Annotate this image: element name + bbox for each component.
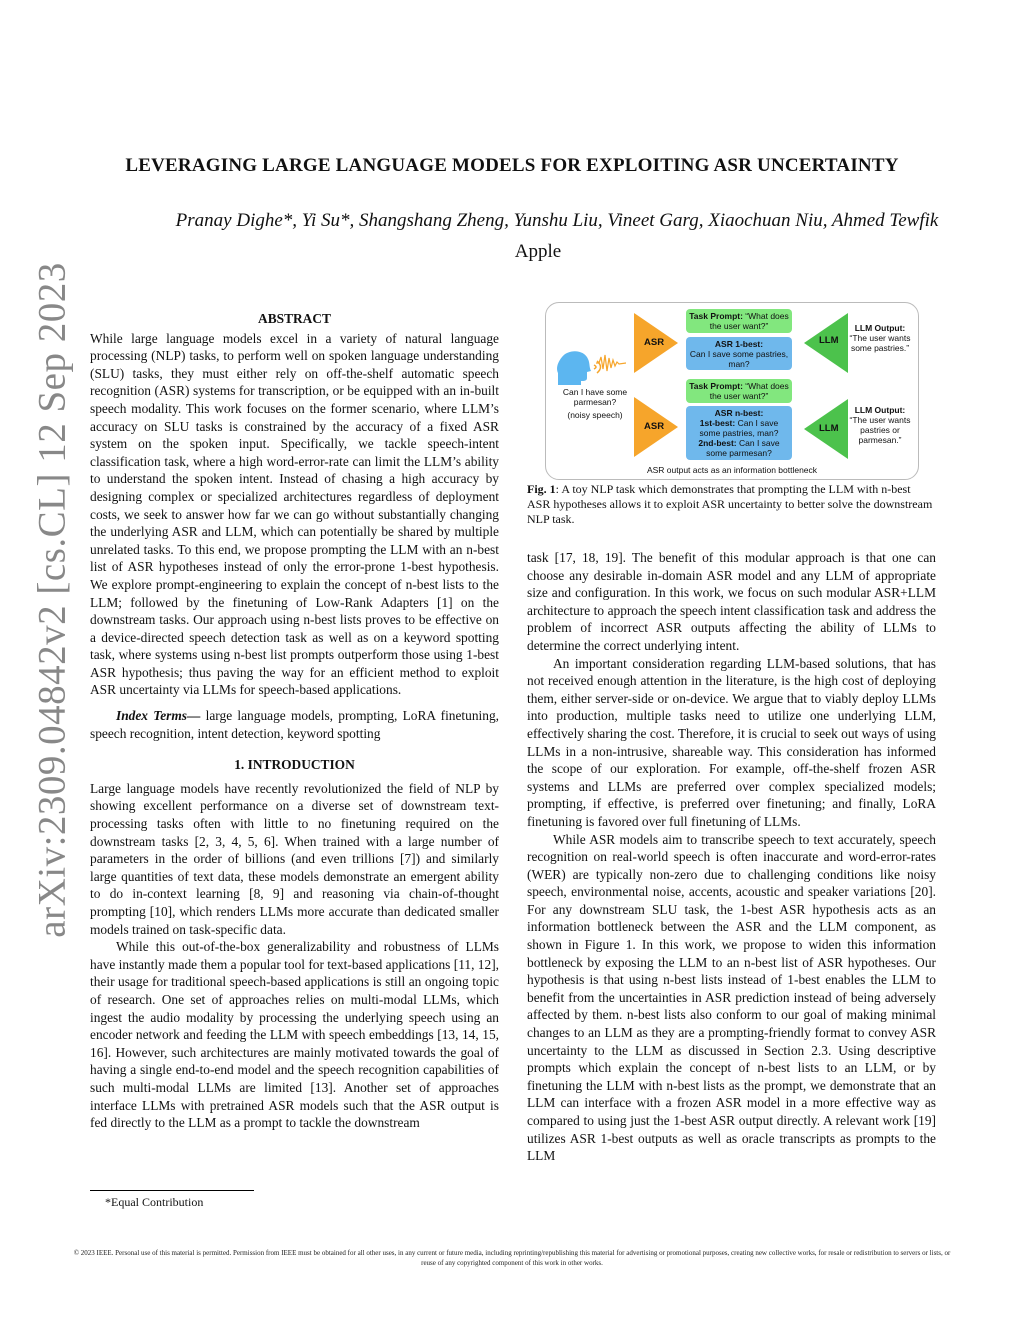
affiliation: Apple: [514, 241, 562, 262]
index-terms-text: large language models, prompting, LoRA finetuning, speech recognition, intent detection, keyword spotting: [90, 708, 500, 741]
llm-output-top: [848, 323, 912, 353]
asr-nbest-title: ASR n-best:: [714, 408, 764, 418]
author-list: Pranay Dighe*, Yi Su*, Shangshang Zheng, Yunshu Liu, Vineet Garg, Xiaochuan Niu, Ahmed Tewfik: [175, 210, 939, 231]
llm-label-bottom: LLM: [819, 423, 839, 434]
noisy-speech-label: (noisy speech): [567, 410, 623, 420]
llm-output-nbest: “The user wants pastries or parmesan.”: [849, 415, 911, 445]
paper-title: LEVERAGING LARGE LANGUAGE MODELS FOR EXPLOITING ASR UNCERTAINTY: [125, 155, 899, 176]
right-column: [527, 549, 936, 1165]
index-terms-label: Index Terms—: [116, 708, 201, 724]
intro-heading: 1. INTRODUCTION: [234, 757, 355, 773]
task-prompt-box-bottom: [686, 379, 792, 403]
task-prompt-text: “What does the user want?”: [709, 311, 789, 331]
figure-1: [545, 302, 919, 480]
asr-nbest-box: [686, 406, 792, 460]
task-prompt-label: Task Prompt:: [689, 311, 743, 321]
llm-output-title: LLM Output:: [854, 323, 906, 333]
asr-label-bottom: ASR: [644, 421, 665, 432]
asr-label-top: ASR: [644, 337, 665, 348]
bottleneck-note: ASR output acts as an information bottleneck: [646, 465, 818, 475]
task-prompt-box-top: [686, 309, 792, 333]
asr-1best-text: Can I save some pastries, man?: [689, 349, 789, 369]
second-best-text: Can I save some parmesan?: [706, 438, 780, 458]
llm-label-top: LLM: [819, 335, 839, 346]
first-best-text: Can I save some pastries, man?: [699, 418, 779, 438]
index-terms: [90, 707, 499, 742]
llm-output-bottom: [848, 405, 912, 445]
abstract-text: While large language models excel in a variety of natural language processing (NLP) tasks, to perform well on spoken language understanding (SLU) tasks, they must either rely on off-the-shelf automatic speech recognition (ASR) systems for transcription, or be equipped with an in-built speech modality. This work focuses on the former scenario, where LLM’s accuracy on SLU tasks is constrained by the accuracy of a fixed ASR system on the spoken input. Specifically, we tackle speech-intent classification task, where a high word-error-rate can limit the LLM’s ability to understand the spoken intent. Instead of chasing a high accuracy by designing complex or specialized architectures regardless of deployment costs, we seek to answer how far we can go without substantially changing the underlying ASR and LLM, which can potentially be shared by multiple unrelated tasks. To this end, we propose prompting the LLM with an n-best list of ASR hypotheses instead of only the error-prone 1-best hypothesis. We explore prompt-engineering to explain the concept of n-best lists to the LLM; followed by the finetuning of Low-Rank Adapters [1] on the downstream tasks. Our approach using n-best lists proves to be effective on a device-directed speech detection task as well as on a keyword spotting task, where systems using n-best list prompts outperform those using 1-best ASR hypothesis; thus paving the way for an efficient method to exploit ASR uncertainty via LLMs for speech-based applications.: [90, 330, 499, 698]
copyright-notice: © 2023 IEEE. Personal use of this material is permitted. Permission from IEEE must be obtained for all other uses, in any current or future media, including reprinting/republishing this material for advertising or promotional purposes, creating new collective works, for resale or redistribution to servers or lists, or reuse of any copyrighted component of this work in other works.: [73, 1249, 951, 1267]
figure-caption: [527, 482, 936, 527]
footnote: *Equal Contribution: [105, 1195, 204, 1209]
sound-wave-icon: [596, 353, 626, 373]
right-paragraph-3: While ASR models aim to transcribe speech to text accurately, speech recognition on real-world speech is often inaccurate and word-error-rates (WER) are typically non-zero due to challenging conditions like noisy speech, environmental noise, accents, acoustic and speaker variations [20]. For any downstream SLU task, the 1-best ASR hypothesis acts as an information bottleneck between the ASR and the LLM component, as shown in Figure 1. In this work, we propose to widen this information bottleneck by exposing the LLM to an n-best list of ASR hypotheses. Our hypothesis is that using n-best lists instead of 1-best enables the LLM to benefit from the uncertainties in ASR prediction instead of being adversely affected by them. n-best lists also conform to our goal of making minimal changes to an LLM as they are a prompting-friendly format to convey ASR uncertainty to the LLM as discussed in Section 2.3. Using descriptive prompts which explain the concept of n-best lists to an LLM, or by finetuning the LLM with n-best lists as the prompt, we demonstrate that an LLM can interface with a frozen ASR model in a more effective way as compared to using just the 1-best ASR output directly. A relevant work [19] utilizes ASR 1-best outputs as well as oracle transcripts as prompts to the LLM: [527, 831, 936, 1164]
left-column: [90, 310, 499, 1132]
footnote-rule: [90, 1190, 254, 1191]
abstract-heading: ABSTRACT: [258, 311, 331, 326]
second-best-label: 2nd-best:: [698, 438, 737, 448]
asr-1best-title: ASR 1-best:: [714, 339, 764, 349]
caption-label: Fig. 1: [527, 482, 556, 496]
speaker-utterance: [550, 387, 640, 420]
caption-text: : A toy NLP task which demonstrates that prompting the LLM with n-best ASR hypotheses allows it to exploit ASR uncertainty to better solve the downstream NLP task.: [527, 482, 933, 526]
arxiv-identifier: arXiv:2309.04842v2 [cs.CL] 12 Sep 2023: [30, 262, 74, 938]
speaker-text: Can I have some parmesan?: [562, 387, 628, 407]
llm-output-1best: “The user wants some pastries.”: [849, 333, 911, 353]
task-prompt-label: Task Prompt:: [689, 381, 743, 391]
llm-output-title: LLM Output:: [854, 405, 906, 415]
asr-1best-box: [686, 337, 792, 370]
right-paragraph-1: task [17, 18, 19]. The benefit of this modular approach is that one can choose any desirable in-domain ASR model and any LLM of appropriate size and configuration. In this work, we focus on such modular ASR+LLM architecture to approach the speech intent classification task and address the problem of incorrect ASR outputs affecting the ability of LLMs to determine the correct underlying intent.: [527, 550, 936, 653]
right-paragraph-2: An important consideration regarding LLM-based solutions, that has not received enough attention in the literature, is the high cost of deploying them, either server-side or on-device. We argue that to viably deploy LLMs into production, multiple tasks need to utilize one underlying LLM, effectively sharing the cost. Therefore, it is crucial to seek out ways of using LLMs in a non-intrusive, shareable way. This consideration has informed the scope of our exploration. For example, off-the-shelf frozen ASR systems and LLMs are preferred over complex specialized models; prompting, if effective, is preferred over finetuning; and finally, LoRA finetuning is favored over full finetuning of LLMs.: [527, 655, 936, 829]
task-prompt-text: “What does the user want?”: [709, 381, 789, 401]
intro-paragraph-1: Large language models have recently revolutionized the field of NLP by showing excellent performance on a diverse set of downstream text-processing tasks often with little to no finetuning required on the downstream tasks [2, 3, 4, 5, 6]. When trained with a large number of parameters in the order of billions (and even trillions [7]) and similarly large quantities of text data, these models demonstrate an emergent ability to do in-context learning [8, 9] and reasoning via chain-of-thought prompting [10], which renders LLMs more accurate than dedicated smaller models trained on task-specific data.: [90, 780, 499, 937]
first-best-label: 1st-best:: [699, 418, 736, 428]
intro-paragraph-2: While this out-of-the-box generalizability and robustness of LLMs have instantly made them a popular tool for text-based applications [11, 12], their usage for traditional speech-based applications is still an ongoing topic of research. One set of approaches relies on multi-modal LLMs, which ingest the audio modality by processing the underlying speech using an encoder network and feeding the LLM with speech embeddings [13, 14, 15, 16]. However, such architectures are mainly motivated towards the goal of having a single end-to-end model and the speech recognition capabilities of such multi-modal LLMs are limited [13]. Another set of approaches interface LLMs with pretrained ASR models such that the ASR output is fed directly to the LLM as a prompt to tackle the downstream: [90, 939, 499, 1131]
